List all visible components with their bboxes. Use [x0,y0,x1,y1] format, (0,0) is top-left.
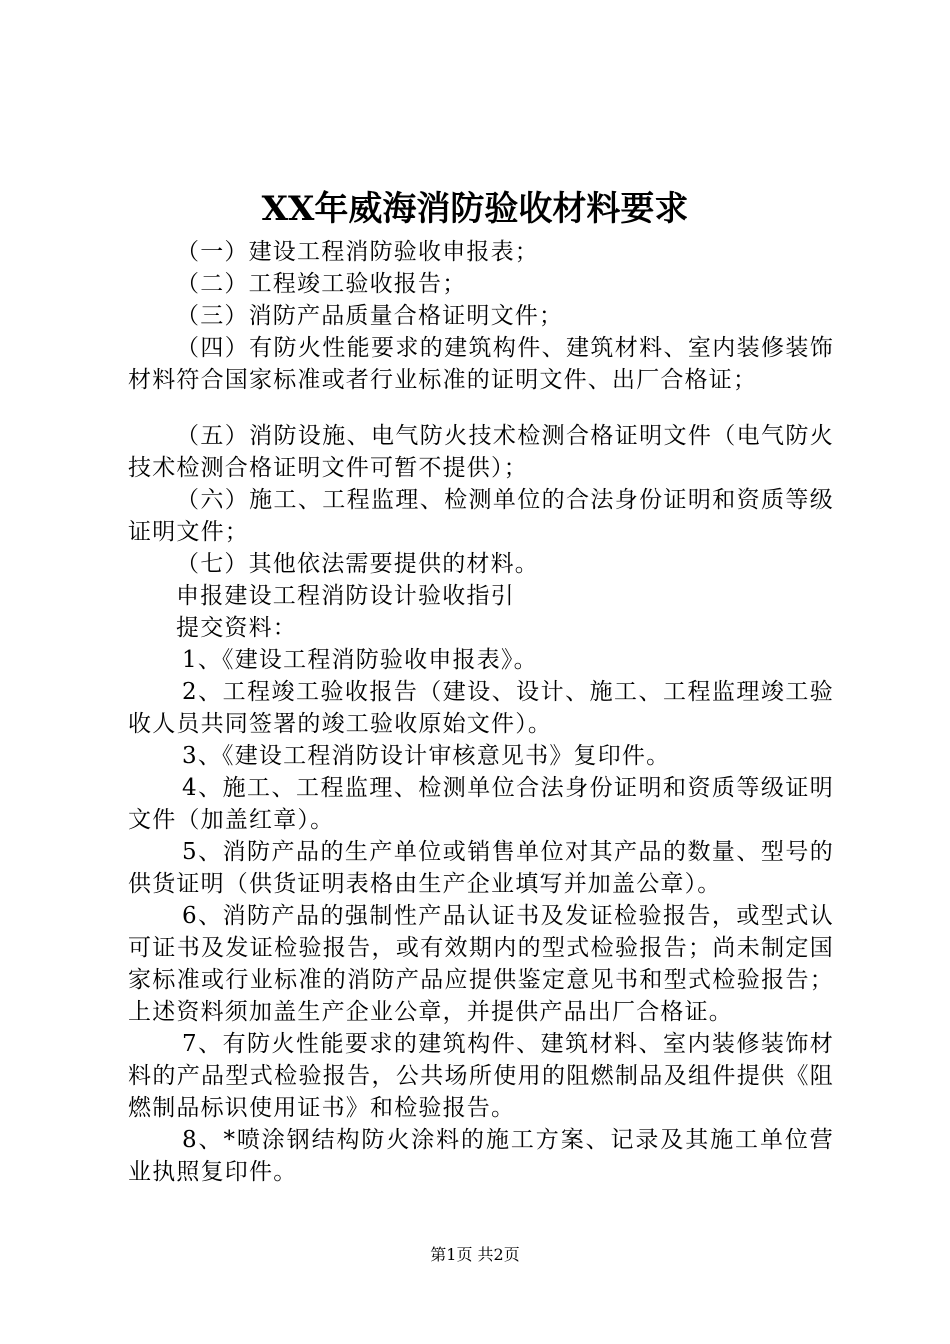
paragraph-item-2: （二）工程竣工验收报告； [176,271,467,297]
requirement-item-7: 7、有防火性能要求的建筑构件、建筑材料、室内装修装饰材料的产品型式检验报告，公共场所使用的阻燃制品及组件提供《阻燃制品标识使用证书》和检验报告。 [128,1031,834,1121]
paragraph-item-5: （五）消防设施、电气防火技术检测合格证明文件（电气防火技术检测合格证明文件可暂不提供）； [128,423,834,481]
requirement-item-4: 4、施工、工程监理、检测单位合法身份证明和资质等级证明文件（加盖红章）。 [128,775,834,833]
submission-label: 提交资料： [176,615,297,641]
paragraph-item-7: （七）其他依法需要提供的材料。 [176,551,539,577]
paragraph-gap [128,396,834,420]
requirement-item-3: 3、《建设工程消防设计审核意见书》复印件。 [182,743,671,769]
requirement-item-8: 8、*喷涂钢结构防火涂料的施工方案、记录及其施工单位营业执照复印件。 [128,1127,834,1185]
document-body [128,236,834,1188]
paragraph-item-4: （四）有防火性能要求的建筑构件、建筑材料、室内装修装饰材料符合国家标准或者行业标准的证明文件、出厂合格证； [128,335,834,393]
paragraph-item-1: （一）建设工程消防验收申报表； [176,239,539,265]
requirement-item-5: 5、消防产品的生产单位或销售单位对其产品的数量、型号的供货证明（供货证明表格由生产企业填写并加盖公章）。 [128,839,834,897]
paragraph-item-3: （三）消防产品质量合格证明文件； [176,303,564,329]
section-heading: 申报建设工程消防设计验收指引 [176,583,515,609]
paragraph-item-6: （六）施工、工程监理、检测单位的合法身份证明和资质等级证明文件； [128,487,834,545]
document-title: XX年威海消防验收材料要求 [261,189,689,229]
requirement-item-1: 1、《建设工程消防验收申报表》。 [182,647,538,673]
requirement-item-2: 2、工程竣工验收报告（建设、设计、施工、工程监理竣工验收人员共同签署的竣工验收原始文件）。 [128,679,834,737]
page-number: 第1页 共2页 [430,1245,520,1264]
requirement-item-6: 6、消防产品的强制性产品认证书及发证检验报告，或型式认可证书及发证检验报告，或有效期内的型式检验报告；尚未制定国家标准或行业标准的消防产品应提供鉴定意见书和型式检验报告；上述资料须加盖生产企业公章，并提供产品出厂合格证。 [128,903,834,1025]
